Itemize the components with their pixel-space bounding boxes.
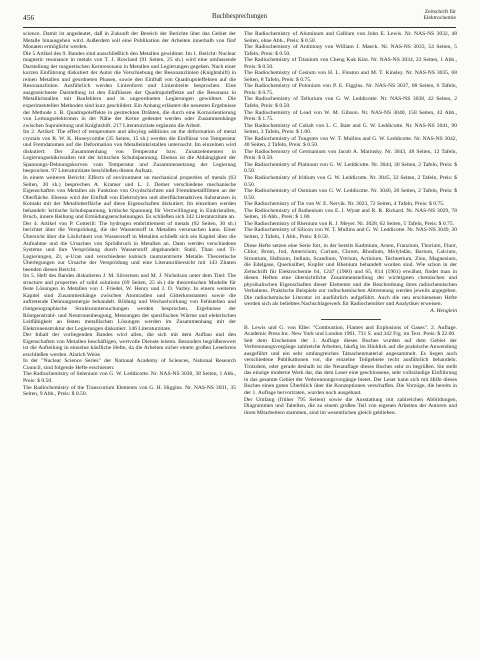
paragraph: Im 5. Heft des Bandes diskutieren J. M. Silvertsen und M. J. Nicholson unter dem Titel: The structure and properties of solid solutions (69 Seiten, 25 sh.) die theoretischen Modelle für feste Lösungen in Metallen von J. Friedel, W. Henry und J. O. Varley. In einem weiteren Kapitel sind Zusammenhänge zwischen Atomradien und Gitterkonstanten sowie die auftretende Dehnungsenergie behandelt. Bildung und Wechselwirkung von Fehlstellen und röntgenographische Strukturuntersuchungen werden besprochen. Ergebnisse der Röntgenstrahl- und Neutronenbeugung, Messungen der spezifischen Wärme und elektrischen Leitfähigkeit an festen metallischen Lösungen werden im Zusammenhang mit der Elektronenstruktur der Legierungen diskutiert. 146 Literaturzitate. [23, 273, 236, 332]
list-item: The Radiochemistry of Tellurium von G. W. Leddicotte. Nr. NAS-NS 3038, 42 Seiten, 2 Tafeln, Preis: $ 0.50. [244, 96, 457, 110]
list-item: The Radiochemistry of Titanium von Cheng Kuk Kim. Nr. NAS-NS 3034, 23 Seiten, 1 Abb., Preis: $ 0.50. [244, 57, 457, 70]
list-item: The Radiochemistry of Lead von W. M. Gibson. Nr. NAS-NS 3040, 158 Seiten, 42 Abb., Preis: $ 1.75. [244, 109, 457, 123]
page-header [23, 8, 456, 28]
paragraph: science. Damit ist angedeutet, daß in Zukunft der Bereich der Berichte über das Gebiet der Metalle hinausgehen wird. Außerdem soll eine Publikation der Arbeiten innerhalb von fünf Monaten ermöglicht werden. [23, 31, 236, 51]
list-item: The Radiochemistry of Cobalt von L. C. Bate and G. W. Leddicotte. Nr. NAS-NS 3041, 90 Seiten, 3 Tafeln, Preis: $ 1.00. [244, 122, 457, 136]
journal-name-line2: Elektrochemie [423, 15, 456, 22]
paragraph: In der "Nuclear Science Series" der National Academy of Sciences, National Research Council, sind folgende Hefte erschienen: [23, 358, 236, 371]
list-item: The Radiochemistry of Tungsten von W. T. Mullins and G. W. Leddicotte. Nr. NAS-NS 3042, 40 Seiten, 2 Tafeln, Preis: $ 0.50. [244, 135, 457, 149]
page-number: 456 [23, 13, 35, 22]
list-item: The Radiochemistry of Ruthenium von E. I. Wyatt and R. R. Rickard. Nr. NAS-NS 3029, 78 Seiten, 16 Abb., Preis: $ 1.00. [244, 207, 457, 221]
list-item: The Radiochemistry of Rhenium von R. J. Meyer. Nr. 3028, 62 Seiten, 5 Tafeln, Preis: $ 0.75. [244, 220, 455, 227]
paragraph: Seit dem Erscheinen der 1. Auflage dieses Buches wurden auf dem Gebiet der Verbrennungsvorgänge zahlreiche Arbeiten, häufig im Hinblick auf die praktische Anwendung ausgeführt und ein sehr umfangreiches Tatsachenmaterial angesammelt. Es liegen auch verschiedene Publikationen vor, die einzelne Teilgebiete recht ausführlich behandeln. Trotzdem, oder gerade deshalb ist die Neuauflage dieses Buches sehr zu begrüßen. Sie stellt das einzige moderne Werk dar, das dem Leser eine geschlossene, sehr vollständige Einführung in das gesamte Gebiet der Verbrennungsvorgänge bietet. Der Leser kann sich mit Hilfe dieses Buches einen guten Überblick über die Konzeptionen verschaffen. Die Vorzüge, die bereits in der 1. Auflage hervortraten, wurden noch ausgebaut. [244, 337, 457, 396]
list-item: The Radiochemistry of Antimony von William J. Maeck. Nr. NAS-NS 3033, 54 Seiten, 5 Tafeln, Preis: $ 0.50. [244, 44, 457, 57]
list-item: The Radiochemistry of Aluminum and Gallium von John E. Lewis. Nr. NAS-NS 3032, 48 Seiten, ohne Abb., Preis: $ 0.50. [244, 31, 457, 44]
book-citation: B. Lewis und G. von Elbe: "Combustion, Flames and Explosions of Gases". 2. Auflage. Academic Press Inc. New York und London 1961. 731 S. und 342 Fig. im Text. Preis: $ 22.00. [244, 324, 457, 338]
header-rule [23, 27, 456, 28]
right-column [244, 31, 457, 416]
paragraph: The Radiochemistry of the Transcurium Elements von G. H. Higgins. Nr. NAS-NS 3031, 35 Seiten, 9 Abb., Preis: $ 0.50. [23, 384, 236, 398]
section-divider [321, 319, 381, 320]
paragraph: Der 4. Artikel von P. Cotterill: The hydrogen embrittlement of metals (92 Seiten, 30 sh.) berichtet über die Versprödung, die der Wasserstoff in Metallen verursachen kann. Einer Übersicht über die Löslichkeit von Wasserstoff in Metallen schließt sich ein Kapitel über die Aufnahme und die Ursachen von Sprödbruch in Metallen an. Dann werden verschiedene Systeme und ihre Versprödung durch Wasserstoff abgehandelt: Stahl, Titan und Ti-Legierungen, Zr, α-Uran und verschiedene kubisch raumzentrierte Metalle. Theoretische Überlegungen zur Ursache der Versprödung und eine Literaturübersicht mit 143 Zitaten beenden diesen Bericht. [23, 220, 236, 273]
reviewer-signature: A. Henglein [430, 307, 457, 314]
paragraph: In einem weiteren Bericht: Effects of environment on mechanical properties of metals (63 Seiten, 20 sh.) besprechen A. Kramer und L. J. Demer verschiedene mechanische Eigenschaften von Metallen als Funktion von Oxydschichten und Fremdmetallfilmen an der Oberfläche. Ebenso wird der Einfluß von Elektrolyten und oberflächenaktiven Substanzen in Kontakt mit der Metalloberfläche auf diese Eigenschaften diskutiert. Im einzelnen werden behandelt: kritische Schubspannung, kritische Spannung für Verzwillingung in Einkristallen, Bruch, innere Reibung und Ermüdungserscheinungen. Es schließen sich 342 Literaturzitate an. [23, 175, 236, 221]
paragraph: Der Umfang (früher 795 Seiten) sowie die Ausstattung mit zahlreichen Abbildungen, Diagrammen und Tabellen, die zu einem großen Teil von eigenen Arbeiten der Autoren und ihren Mitarbeitern stammen, sind im wesentlichen gleich geblieben. [244, 396, 457, 416]
list-item: The Radiochemistry of Germanium von Jacob A. Marinsky. Nr. 3043, 48 Seiten, 12 Tafeln, Preis: $ 0.50. [244, 148, 457, 162]
list-item: The Radiochemistry of Polonium von P. E. Figgins. Nr. NAS-NS 3037, 68 Seiten, 6 Tafeln, Preis: $ 0.75. [244, 83, 457, 96]
paragraph: The Radiochemistry of Selenium von G. W. Leddicotte. Nr. NAS-NS 3030, 38 Seiten, 1 Abb., Preis: $ 0.50. [23, 371, 236, 384]
list-item: The Radiochemistry of Tin von W. E. Nervik. Nr. 3023, 72 Seiten, 4 Tafeln, Preis: $ 0.75. [244, 201, 445, 208]
paragraph: Der Inhalt der vorliegenden Bandes wird allen, die sich mit dem Aufbau und den Eigenschaften von Metallen beschäftigen, wertvolle Dienste leisten. Besonders begrüßenswert ist die Aufteilung in einzelne käufliche Hefte, da die Arbeiten sicher einem großen Leserkreis erschließen werden. Alarich Weiss [23, 332, 236, 358]
list-item: The Radiochemistry of Cesium von H. L. Finston and M. T. Kinsley. Nr. NAS-NS 3035, 68 Seiten, 8 Tafeln, Preis: $ 0.75. [244, 70, 457, 83]
paragraph: Diese Hefte setzen eine Serie fort, in der bereits Kadmium, Arsen, Franzium, Thorium, Fluor, Chlor, Brom, Jod, Americium, Curium, Chrom, Rhodium, Molybdän, Barium, Calcium, Strontium, Hafnium, Indium, Scandium, Yttrium, Actinium, Technetium, Zinn, Magnesium, die Edelgase, Quecksilber, Kupfer und Rhenium behandelt worden sind. Wie schon in der Zeitschrift für Elektrochemie 64, 1247 (1960) und 65, 814 (1961) erwähnt, findet man in diesen Heften eine übersichtliche Zusammenstellung der wichtigsten chemischen und physikalischen Eigenschaften dieser Elemente und die Beschreibung ihres radiochemischen Verhaltens. Praktische Beispiele zur radiochemischen Abtrennung werden jeweils angegeben. Die radiochemische Literatur ist ausführlich aufgeführt. Auch die neu erschienenen Hefte werden sich als beliebtes Nachschlagewerk für Radiochemiker und Analytiker erweisen. [244, 242, 457, 308]
list-item: The Radiochemistry of Osmium von G. W. Leddicotte. Nr. 3046, 20 Seiten, 2 Tafeln, Preis: $ 0.50. [244, 188, 457, 201]
paragraph: Die 5 Artikel des 9. Bandes sind ausschließlich den Metallen gewidmet. Im 1. Bericht: Nuclear magnetic resonance in metals von T. J. Rowland (91 Seiten, 25 sh.) wird eine umfassende Darstellung der magnetischen Kernresonanz in Metallen und Legierungen gegeben. Nach einer kurzen Einführung diskutiert der Autor die Verschiebung der Resonanzlinien (Knightshift) in reinen Metallen und geordneten Phasen, sowie den Einfluß von Quadrupoleffekten auf die Resonanzlinien. Ausführlich werden Linienform und Linienbreite besprochen. Eine ausgezeichnete Darstellung ist den Einflüssen der Quadrupoleffekte auf die Resonanz in Metallkristallen mit Baufehlern und in ungeordneten Legierungen gewidmet. Die experimentellen Methoden sind kurz geschildert. Ein Anhang erläutert die neuesten Ergebnisse der Methode z. B. Quadrupoleffekte in gestreckten Drähten, die durch eine Kornorientierung von Leitungselektronen in der Nähe der Kerne gedeutet werden oder Zusammenhänge zwischen Supraleitung und Knightshift. 217 Literaturzitate ergänzen die Arbeit. [23, 50, 236, 129]
journal-name-line1: Zeitschrift für [424, 9, 456, 15]
list-item: The Radiochemistry of Iridium von G. W. Leddicotte. Nr. 3045, 32 Seiten, 2 Tafeln, Preis: $ 0.50. [244, 175, 457, 188]
left-column [23, 31, 236, 398]
list-item: The Radiochemistry of Platinum von G. W. Leddicotte. Nr. 3044, 30 Seiten, 2 Tafeln, Preis: $ 0.50. [244, 161, 457, 175]
list-item: The Radiochemistry of Silicon von W. T. Mullins and G. W. Leddicotte. Nr. NAS-NS 3049, 30 Seiten, 2 Tafeln, 1 Abb., Preis: $ 0.50. [244, 227, 457, 240]
paragraph: Im 2. Artikel: The effect of temperature and alloying additions on the deformation of metal crystals von R. W. K. Honeycombe (35 Seiten, 15 sh.) werden die Einflüsse von Temperatur und Fremdatomen auf die Deformation von Metalleinkristallen untersucht. Im einzelnen wird diskutiert: Der Zusammenhang von Temperatur bzw. Zusatzelementen in Legierungseinkristallen mit der kritischen Schubspannung. Ebenso ist die Abhängigkeit der Spannungs-Dehnungskurven vom Temperatur und Zusammensetzung der Legierung besprochen. 97 Literaturzitate beschließen diesen Aufsatz. [23, 129, 236, 175]
section-title: Buchbesprechungen [211, 13, 268, 20]
journal-name [423, 9, 456, 22]
